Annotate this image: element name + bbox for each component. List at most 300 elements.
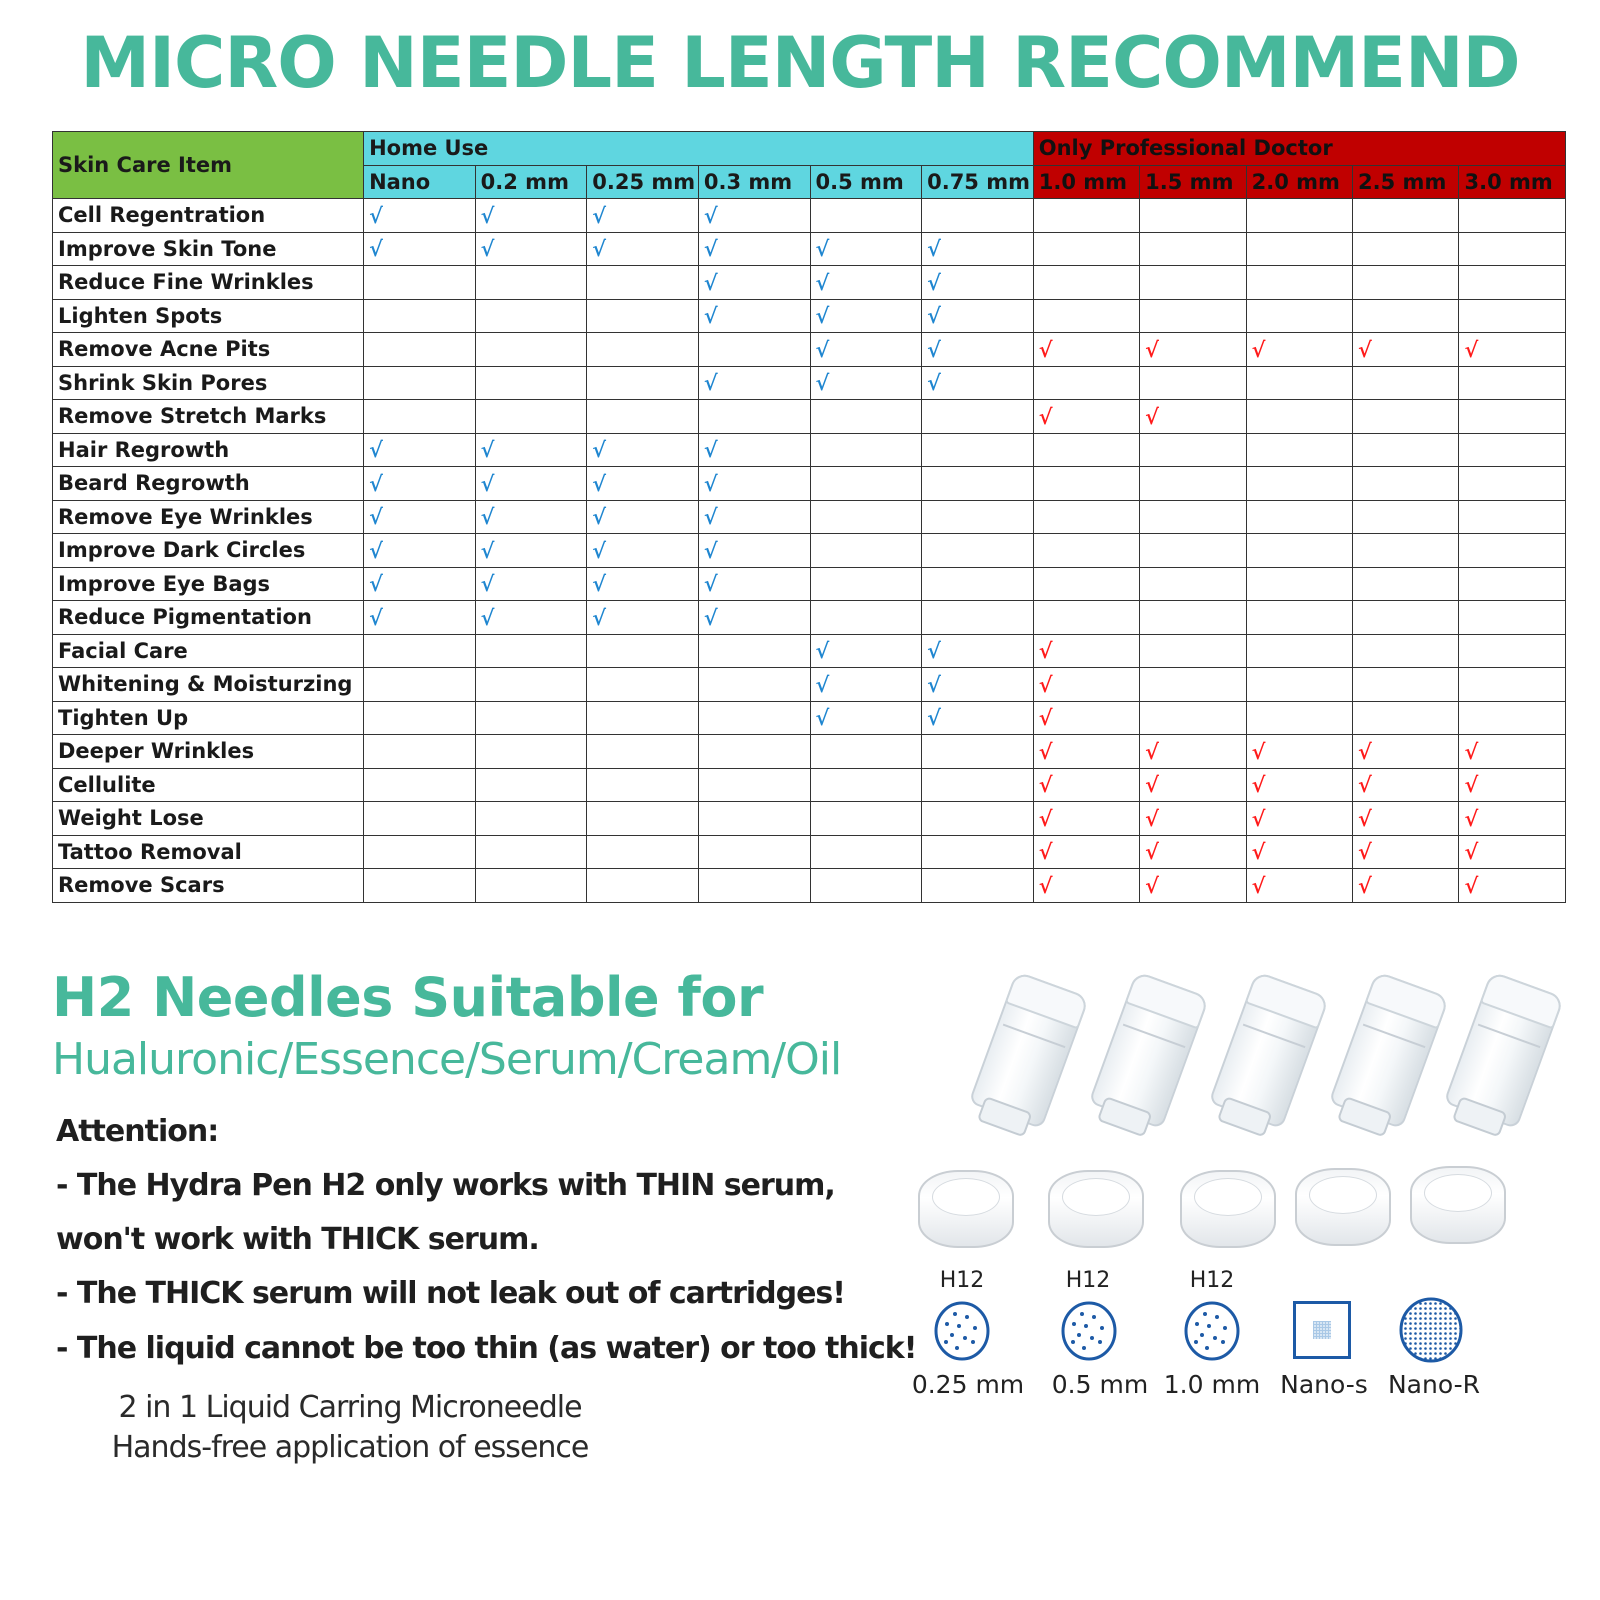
empty-cell	[1246, 500, 1352, 534]
column-header: 0.3 mm	[698, 165, 810, 199]
empty-cell	[364, 668, 476, 702]
skin-care-item-label: Tattoo Removal	[53, 835, 364, 869]
empty-cell	[475, 668, 587, 702]
empty-cell	[587, 266, 699, 300]
cartridge-cap-image	[1048, 1170, 1144, 1248]
empty-cell	[1033, 199, 1139, 233]
check-mark-icon: √	[1033, 333, 1139, 367]
empty-cell	[810, 802, 922, 836]
check-mark-icon: √	[698, 467, 810, 501]
empty-cell	[810, 768, 922, 802]
check-mark-icon: √	[698, 500, 810, 534]
empty-cell	[698, 802, 810, 836]
column-header: 1.5 mm	[1140, 165, 1246, 199]
empty-cell	[587, 701, 699, 735]
tagline: 2 in 1 Liquid Carring Microneedle	[118, 1390, 582, 1425]
check-mark-icon: √	[475, 567, 587, 601]
skin-care-item-label: Cellulite	[53, 768, 364, 802]
empty-cell	[587, 735, 699, 769]
empty-cell	[810, 433, 922, 467]
empty-cell	[364, 835, 476, 869]
attention-line: - The Hydra Pen H2 only works with THIN serum,	[56, 1168, 835, 1203]
empty-cell	[1246, 433, 1352, 467]
check-mark-icon: √	[1353, 869, 1459, 903]
h2-section-subtitle: Hualuronic/Essence/Serum/Cream/Oil	[52, 1034, 842, 1085]
empty-cell	[475, 266, 587, 300]
check-mark-icon: √	[1246, 735, 1352, 769]
empty-cell	[364, 299, 476, 333]
empty-cell	[698, 634, 810, 668]
empty-cell	[1140, 567, 1246, 601]
tagline: Hands-free application of essence	[111, 1430, 589, 1465]
check-mark-icon: √	[1033, 768, 1139, 802]
skin-care-item-label: Facial Care	[53, 634, 364, 668]
check-mark-icon: √	[1033, 634, 1139, 668]
check-mark-icon: √	[364, 433, 476, 467]
table-row	[53, 534, 1566, 568]
check-mark-icon: √	[1140, 835, 1246, 869]
table-row	[53, 400, 1566, 434]
table-row	[53, 735, 1566, 769]
check-mark-icon: √	[1140, 735, 1246, 769]
check-mark-icon: √	[922, 299, 1034, 333]
table-row	[53, 634, 1566, 668]
empty-cell	[1246, 567, 1352, 601]
empty-cell	[1353, 266, 1459, 300]
empty-cell	[698, 835, 810, 869]
nano-round-grid-icon	[1398, 1296, 1464, 1364]
check-mark-icon: √	[810, 634, 922, 668]
empty-cell	[364, 400, 476, 434]
skin-care-item-label: Whitening & Moisturzing	[53, 668, 364, 702]
skin-care-item-label: Hair Regrowth	[53, 433, 364, 467]
empty-cell	[475, 869, 587, 903]
empty-cell	[922, 534, 1034, 568]
table-row	[53, 567, 1566, 601]
empty-cell	[1246, 199, 1352, 233]
empty-cell	[922, 433, 1034, 467]
empty-cell	[1140, 701, 1246, 735]
check-mark-icon: √	[698, 232, 810, 266]
attention-line: - The THICK serum will not leak out of cartridges!	[56, 1276, 845, 1311]
empty-cell	[1459, 366, 1566, 400]
check-mark-icon: √	[922, 333, 1034, 367]
check-mark-icon: √	[698, 366, 810, 400]
check-mark-icon: √	[922, 266, 1034, 300]
skin-care-item-label: Remove Eye Wrinkles	[53, 500, 364, 534]
needle-size-label: Nano-s	[1280, 1370, 1368, 1399]
check-mark-icon: √	[475, 534, 587, 568]
check-mark-icon: √	[1353, 333, 1459, 367]
check-mark-icon: √	[587, 500, 699, 534]
empty-cell	[364, 366, 476, 400]
empty-cell	[698, 768, 810, 802]
empty-cell	[587, 366, 699, 400]
empty-cell	[810, 500, 922, 534]
table-row	[53, 333, 1566, 367]
empty-cell	[1353, 299, 1459, 333]
check-mark-icon: √	[587, 534, 699, 568]
empty-cell	[1353, 199, 1459, 233]
column-header: 0.25 mm	[587, 165, 699, 199]
table-row	[53, 433, 1566, 467]
empty-cell	[698, 701, 810, 735]
check-mark-icon: √	[922, 701, 1034, 735]
check-mark-icon: √	[698, 601, 810, 635]
check-mark-icon: √	[1140, 768, 1246, 802]
check-mark-icon: √	[1353, 735, 1459, 769]
check-mark-icon: √	[1246, 869, 1352, 903]
empty-cell	[1140, 634, 1246, 668]
check-mark-icon: √	[810, 299, 922, 333]
table-row	[53, 668, 1566, 702]
check-mark-icon: √	[587, 601, 699, 635]
page-title: MICRO NEEDLE LENGTH RECOMMEND	[80, 22, 1520, 104]
empty-cell	[922, 199, 1034, 233]
column-header: 3.0 mm	[1459, 165, 1566, 199]
empty-cell	[1246, 266, 1352, 300]
skin-care-item-label: Reduce Pigmentation	[53, 601, 364, 635]
table-row	[53, 299, 1566, 333]
column-header: Nano	[364, 165, 476, 199]
cartridge-image	[1088, 971, 1209, 1129]
check-mark-icon: √	[1459, 869, 1566, 903]
cartridge-cap-image	[918, 1170, 1014, 1248]
empty-cell	[922, 467, 1034, 501]
empty-cell	[1033, 299, 1139, 333]
check-mark-icon: √	[1459, 735, 1566, 769]
empty-cell	[922, 500, 1034, 534]
empty-cell	[1246, 366, 1352, 400]
empty-cell	[1033, 266, 1139, 300]
check-mark-icon: √	[587, 433, 699, 467]
check-mark-icon: √	[364, 467, 476, 501]
empty-cell	[1459, 601, 1566, 635]
skin-care-item-label: Lighten Spots	[53, 299, 364, 333]
table-body	[53, 199, 1566, 903]
table-row	[53, 601, 1566, 635]
empty-cell	[810, 601, 922, 635]
empty-cell	[1353, 232, 1459, 266]
check-mark-icon: √	[810, 266, 922, 300]
empty-cell	[1459, 199, 1566, 233]
skin-care-item-label: Remove Stretch Marks	[53, 400, 364, 434]
skin-care-item-label: Remove Scars	[53, 869, 364, 903]
table-row	[53, 835, 1566, 869]
empty-cell	[1353, 567, 1459, 601]
needle-type-label: H12	[1189, 1268, 1235, 1293]
check-mark-icon: √	[587, 199, 699, 233]
table-row	[53, 701, 1566, 735]
check-mark-icon: √	[922, 232, 1034, 266]
check-mark-icon: √	[1140, 869, 1246, 903]
check-mark-icon: √	[587, 467, 699, 501]
empty-cell	[1459, 400, 1566, 434]
check-mark-icon: √	[1033, 668, 1139, 702]
empty-cell	[475, 366, 587, 400]
check-mark-icon: √	[1140, 333, 1246, 367]
empty-cell	[1140, 668, 1246, 702]
table-row	[53, 869, 1566, 903]
empty-cell	[587, 333, 699, 367]
empty-cell	[1140, 299, 1246, 333]
check-mark-icon: √	[475, 232, 587, 266]
check-mark-icon: √	[1246, 333, 1352, 367]
check-mark-icon: √	[698, 534, 810, 568]
empty-cell	[1033, 232, 1139, 266]
empty-cell	[1033, 467, 1139, 501]
check-mark-icon: √	[698, 266, 810, 300]
empty-cell	[587, 634, 699, 668]
check-mark-icon: √	[1353, 768, 1459, 802]
check-mark-icon: √	[475, 601, 587, 635]
empty-cell	[1246, 467, 1352, 501]
cartridge-cap-image	[1410, 1166, 1506, 1244]
empty-cell	[1140, 232, 1246, 266]
empty-cell	[698, 735, 810, 769]
empty-cell	[1140, 500, 1246, 534]
home-use-group-header: Home Use	[364, 132, 1034, 166]
empty-cell	[475, 835, 587, 869]
empty-cell	[587, 835, 699, 869]
empty-cell	[1140, 467, 1246, 501]
empty-cell	[1353, 500, 1459, 534]
empty-cell	[1459, 232, 1566, 266]
skin-care-item-label: Improve Eye Bags	[53, 567, 364, 601]
empty-cell	[1459, 534, 1566, 568]
empty-cell	[364, 333, 476, 367]
cartridge-image	[1443, 971, 1564, 1129]
empty-cell	[1459, 500, 1566, 534]
dotted-circle-icon	[933, 1300, 991, 1362]
skin-care-item-label: Deeper Wrinkles	[53, 735, 364, 769]
empty-cell	[1459, 701, 1566, 735]
empty-cell	[364, 768, 476, 802]
empty-cell	[475, 735, 587, 769]
empty-cell	[922, 400, 1034, 434]
empty-cell	[1246, 701, 1352, 735]
cartridge-image	[1208, 971, 1329, 1129]
check-mark-icon: √	[1459, 835, 1566, 869]
empty-cell	[587, 869, 699, 903]
check-mark-icon: √	[475, 199, 587, 233]
empty-cell	[587, 802, 699, 836]
empty-cell	[364, 634, 476, 668]
cartridge-image	[1328, 971, 1449, 1129]
empty-cell	[922, 802, 1034, 836]
empty-cell	[922, 601, 1034, 635]
empty-cell	[475, 299, 587, 333]
empty-cell	[698, 333, 810, 367]
empty-cell	[1353, 668, 1459, 702]
check-mark-icon: √	[698, 567, 810, 601]
dotted-circle-icon	[1060, 1300, 1118, 1362]
check-mark-icon: √	[364, 199, 476, 233]
check-mark-icon: √	[364, 232, 476, 266]
empty-cell	[475, 333, 587, 367]
empty-cell	[1140, 366, 1246, 400]
professional-group-header: Only Professional Doctor	[1033, 132, 1565, 166]
empty-cell	[1033, 567, 1139, 601]
empty-cell	[1353, 534, 1459, 568]
empty-cell	[698, 668, 810, 702]
empty-cell	[1246, 601, 1352, 635]
needle-type-label: H12	[1065, 1268, 1111, 1293]
check-mark-icon: √	[587, 232, 699, 266]
empty-cell	[1353, 400, 1459, 434]
check-mark-icon: √	[1459, 333, 1566, 367]
check-mark-icon: √	[1033, 735, 1139, 769]
check-mark-icon: √	[1246, 768, 1352, 802]
empty-cell	[1353, 701, 1459, 735]
check-mark-icon: √	[1459, 802, 1566, 836]
empty-cell	[1246, 400, 1352, 434]
empty-cell	[1459, 668, 1566, 702]
empty-cell	[1459, 266, 1566, 300]
column-header: 2.0 mm	[1246, 165, 1352, 199]
check-mark-icon: √	[364, 500, 476, 534]
column-header: 0.75 mm	[922, 165, 1034, 199]
check-mark-icon: √	[698, 199, 810, 233]
empty-cell	[1353, 467, 1459, 501]
h2-section-title: H2 Needles Suitable for	[52, 966, 764, 1029]
empty-cell	[810, 835, 922, 869]
empty-cell	[1246, 668, 1352, 702]
empty-cell	[810, 199, 922, 233]
empty-cell	[1033, 534, 1139, 568]
empty-cell	[698, 400, 810, 434]
check-mark-icon: √	[1246, 835, 1352, 869]
check-mark-icon: √	[1140, 400, 1246, 434]
empty-cell	[587, 668, 699, 702]
empty-cell	[1353, 634, 1459, 668]
empty-cell	[922, 735, 1034, 769]
empty-cell	[1140, 199, 1246, 233]
check-mark-icon: √	[364, 601, 476, 635]
check-mark-icon: √	[922, 634, 1034, 668]
check-mark-icon: √	[810, 232, 922, 266]
table-row	[53, 232, 1566, 266]
check-mark-icon: √	[1033, 701, 1139, 735]
empty-cell	[1033, 433, 1139, 467]
empty-cell	[810, 534, 922, 568]
empty-cell	[698, 869, 810, 903]
check-mark-icon: √	[1033, 802, 1139, 836]
empty-cell	[1459, 634, 1566, 668]
check-mark-icon: √	[1246, 802, 1352, 836]
table-row	[53, 802, 1566, 836]
check-mark-icon: √	[698, 433, 810, 467]
empty-cell	[922, 567, 1034, 601]
check-mark-icon: √	[1353, 835, 1459, 869]
check-mark-icon: √	[587, 567, 699, 601]
dotted-circle-icon	[1183, 1300, 1241, 1362]
empty-cell	[1140, 433, 1246, 467]
empty-cell	[1459, 299, 1566, 333]
check-mark-icon: √	[1140, 802, 1246, 836]
table-row	[53, 467, 1566, 501]
empty-cell	[810, 400, 922, 434]
check-mark-icon: √	[698, 299, 810, 333]
needle-size-label: 0.25 mm	[911, 1370, 1025, 1399]
skin-care-item-label: Weight Lose	[53, 802, 364, 836]
check-mark-icon: √	[475, 433, 587, 467]
empty-cell	[1246, 634, 1352, 668]
skin-care-item-label: Shrink Skin Pores	[53, 366, 364, 400]
empty-cell	[1353, 433, 1459, 467]
check-mark-icon: √	[810, 701, 922, 735]
skin-care-item-label: Beard Regrowth	[53, 467, 364, 501]
empty-cell	[475, 634, 587, 668]
check-mark-icon: √	[475, 467, 587, 501]
empty-cell	[922, 768, 1034, 802]
attention-line: won't work with THICK serum.	[56, 1222, 539, 1257]
empty-cell	[1246, 299, 1352, 333]
empty-cell	[587, 400, 699, 434]
empty-cell	[475, 701, 587, 735]
check-mark-icon: √	[810, 668, 922, 702]
empty-cell	[364, 701, 476, 735]
empty-cell	[1459, 467, 1566, 501]
empty-cell	[1140, 601, 1246, 635]
check-mark-icon: √	[1033, 835, 1139, 869]
empty-cell	[475, 802, 587, 836]
check-mark-icon: √	[810, 366, 922, 400]
skin-care-item-label: Tighten Up	[53, 701, 364, 735]
empty-cell	[1246, 534, 1352, 568]
needle-size-label: 1.0 mm	[1163, 1370, 1261, 1399]
check-mark-icon: √	[364, 534, 476, 568]
empty-cell	[922, 869, 1034, 903]
empty-cell	[364, 266, 476, 300]
product-illustration	[910, 970, 1550, 1400]
skin-care-item-label: Remove Acne Pits	[53, 333, 364, 367]
empty-cell	[364, 735, 476, 769]
attention-line: - The liquid cannot be too thin (as water) or too thick!	[56, 1331, 917, 1366]
needle-length-table	[52, 131, 1566, 903]
cartridge-cap-image	[1180, 1170, 1276, 1248]
empty-cell	[587, 299, 699, 333]
empty-cell	[810, 467, 922, 501]
check-mark-icon: √	[364, 567, 476, 601]
empty-cell	[810, 567, 922, 601]
cartridge-cap-image	[1295, 1168, 1391, 1246]
empty-cell	[1033, 601, 1139, 635]
skin-care-item-header: Skin Care Item	[53, 132, 364, 199]
skin-care-item-label: Reduce Fine Wrinkles	[53, 266, 364, 300]
needle-size-label: Nano-R	[1387, 1370, 1481, 1399]
empty-cell	[1353, 366, 1459, 400]
column-header: 0.5 mm	[810, 165, 922, 199]
nano-square-icon	[1293, 1301, 1351, 1359]
empty-cell	[1140, 266, 1246, 300]
cartridge-image	[968, 971, 1089, 1129]
check-mark-icon: √	[810, 333, 922, 367]
table-row	[53, 500, 1566, 534]
empty-cell	[364, 802, 476, 836]
attention-heading: Attention:	[56, 1114, 219, 1149]
check-mark-icon: √	[1033, 869, 1139, 903]
check-mark-icon: √	[1459, 768, 1566, 802]
check-mark-icon: √	[475, 500, 587, 534]
empty-cell	[587, 768, 699, 802]
empty-cell	[364, 869, 476, 903]
empty-cell	[1353, 601, 1459, 635]
empty-cell	[475, 400, 587, 434]
column-header: 2.5 mm	[1353, 165, 1459, 199]
needle-size-label: 0.5 mm	[1051, 1370, 1149, 1399]
empty-cell	[810, 735, 922, 769]
